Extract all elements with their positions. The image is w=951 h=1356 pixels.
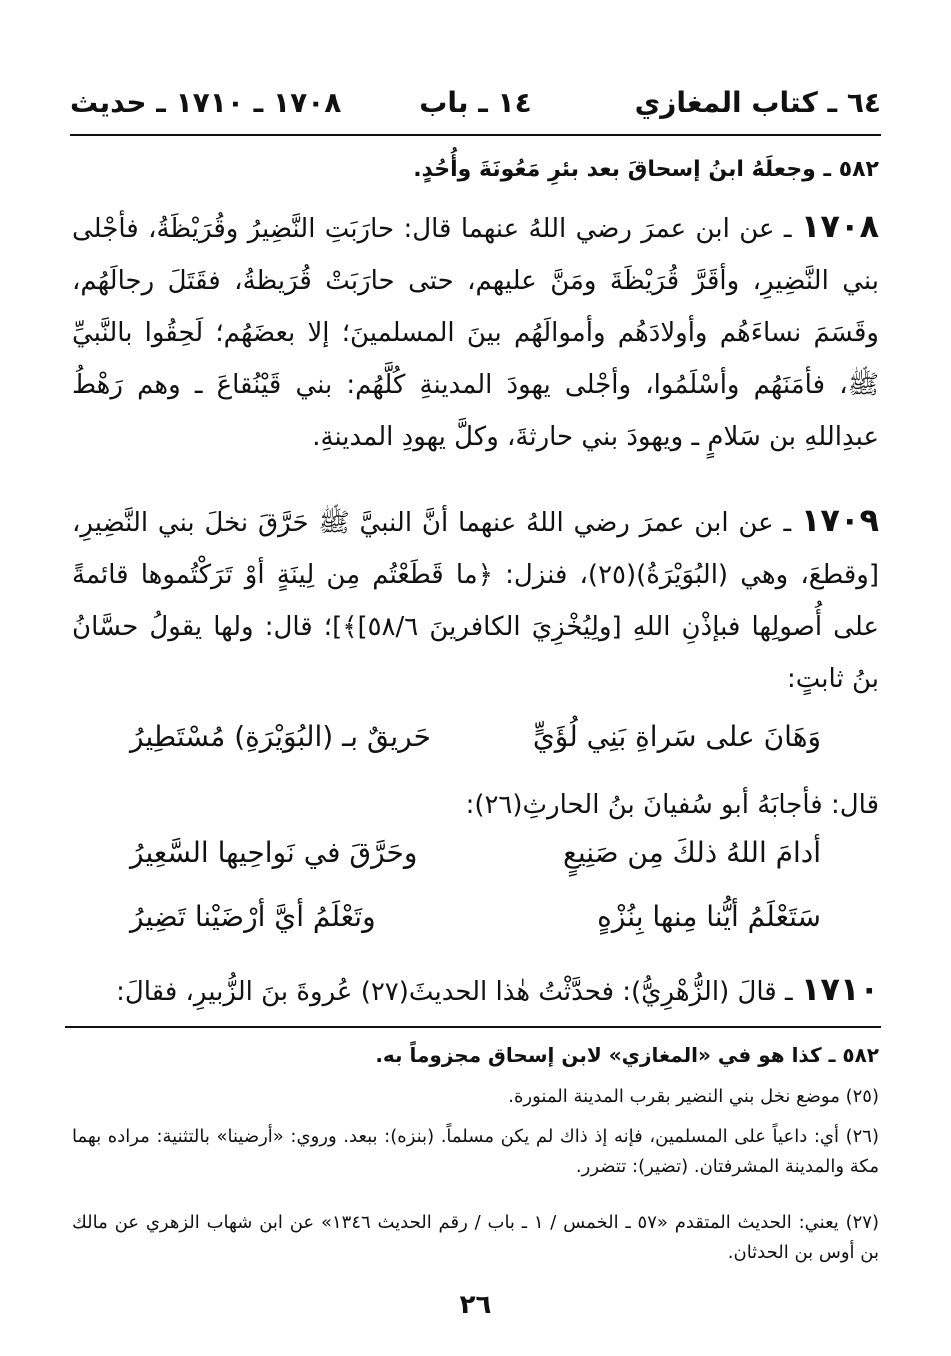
page-number: ٢٦ bbox=[459, 1290, 492, 1320]
poem-verse bbox=[130, 900, 821, 950]
footnote-582: ٥٨٢ ـ كذا هو في «المغازي» لابن إسحاق مجزوماً به. bbox=[375, 1043, 879, 1067]
header-chapter: ٦٤ ـ كتاب المغازي bbox=[634, 85, 881, 119]
running-header bbox=[70, 80, 881, 124]
verse-second-hemistich: حَريقٌ بـ (البُوَيْرَةِ) مُسْتَطِيرُ bbox=[130, 720, 431, 753]
poem-verse bbox=[130, 836, 821, 886]
hadith-1709 bbox=[72, 494, 879, 705]
footnote-divider bbox=[65, 1026, 881, 1028]
poem-verse bbox=[130, 720, 821, 770]
verse-first-hemistich: أدامَ اللهُ ذلكَ مِن صَنِيعٍ bbox=[562, 836, 821, 869]
footnote-26: (٢٦) أي: داعياً على المسلمين، فإنه إذ ذاك لم يكن مسلماً. (بنزه): ببعد. وروي: «أرضينا» بالتثنية: مراده بهما مكة والمدينة المشرفتان. (تضير): تتضرر. bbox=[72, 1126, 879, 1177]
header-divider bbox=[70, 134, 881, 136]
header-section: ١٤ ـ باب bbox=[419, 85, 532, 119]
hadith-number: ١٧٠٩ bbox=[800, 501, 879, 539]
header-hadith-range: ١٧٠٨ ـ ١٧١٠ ـ حديث bbox=[70, 85, 342, 119]
verse-first-hemistich: وَهَانَ على سَراةِ بَنِي لُؤَيٍّ bbox=[532, 720, 821, 753]
note-582: ٥٨٢ ـ وجعلَهُ ابنُ إسحاقَ بعد بئرِ مَعُونَةَ وأُحُدٍ. bbox=[413, 157, 879, 182]
hadith-number: ١٧٠٨ bbox=[800, 207, 880, 245]
hadith-number: ١٧١٠ bbox=[800, 970, 879, 1008]
verse-first-hemistich: سَتَعْلَمُ أيُّنا مِنها بِنُزْهٍ bbox=[597, 900, 821, 933]
verse-second-hemistich: وحَرَّقَ في نَواحِيها السَّعِيرُ bbox=[130, 836, 418, 869]
hadith-1710 bbox=[72, 964, 879, 1017]
hadith-text: ـ عن ابن عمرَ رضي اللهُ عنهما أنَّ النبيَّ ﷺ حَرَّقَ نخلَ بني النَّضِيرِ، [وقطعَ، وهي (البُوَيْرَةُ)(٢٥)، فنزل: ﴿ما قَطَعْتُم مِن لِينَةٍ أوْ تَرَكْتُموها قائمةً على أُصولِها فبإذْنِ اللهِ [ولِيُخْزِيَ الكافرينَ ٥٨/٦]﴾]؛ قال: ولها يقولُ حسَّانُ بنُ ثابتٍ: bbox=[72, 508, 880, 694]
hadith-text: ـ قالَ (الزُّهْرِيُّ): فحدَّثْتُ هٰذا الحديثَ(٢٧) عُروةَ بنَ الزُّبيرِ، فقالَ: bbox=[116, 977, 793, 1007]
verse-second-hemistich: وتَعْلَمُ أيَّ أرْضَيْنا تَضِيرُ bbox=[130, 900, 376, 933]
response-intro: قال: فأجابَهُ أبو سُفيانَ بنُ الحارثِ(٢٦): bbox=[465, 790, 879, 820]
footnote-25: (٢٥) موضع نخل بني النضير بقرب المدينة المنورة. bbox=[508, 1086, 879, 1107]
footnote-27: (٢٧) يعني: الحديث المتقدم «٥٧ ـ الخمس / ١ ـ باب / رقم الحديث ١٣٤٦» عن ابن شهاب الزهري عن مالك بن أوس بن الحدثان. bbox=[72, 1212, 879, 1263]
hadith-1708 bbox=[72, 200, 879, 463]
hadith-text: ـ عن ابن عمرَ رضي اللهُ عنهما قال: حارَبَتِ النَّضِيرُ وقُرَيْظَةُ، فأجْلى بني النَّضِيرِ، وأقَرَّ قُرَيْظَةَ ومَنَّ عليهم، حتى حارَبَتْ قُرَيظةُ، فقَتَلَ رجالَهُم، وقَسَمَ نساءَهُم وأولادَهُم وأموالَهُم بينَ المسلمينَ؛ إلا بعضَهُم؛ لَحِقُوا بالنَّبيِّ ﷺ، فأمَنَهُم وأسْلَمُوا، وأجْلى يهودَ المدينةِ كُلَّهُم: بني قَيْنُقاعَ ـ وهم رَهْطُ عبدِاللهِ بن سَلامٍ ـ ويهودَ بني حارثةَ، وكلَّ يهودِ المدينةِ. bbox=[72, 214, 879, 452]
